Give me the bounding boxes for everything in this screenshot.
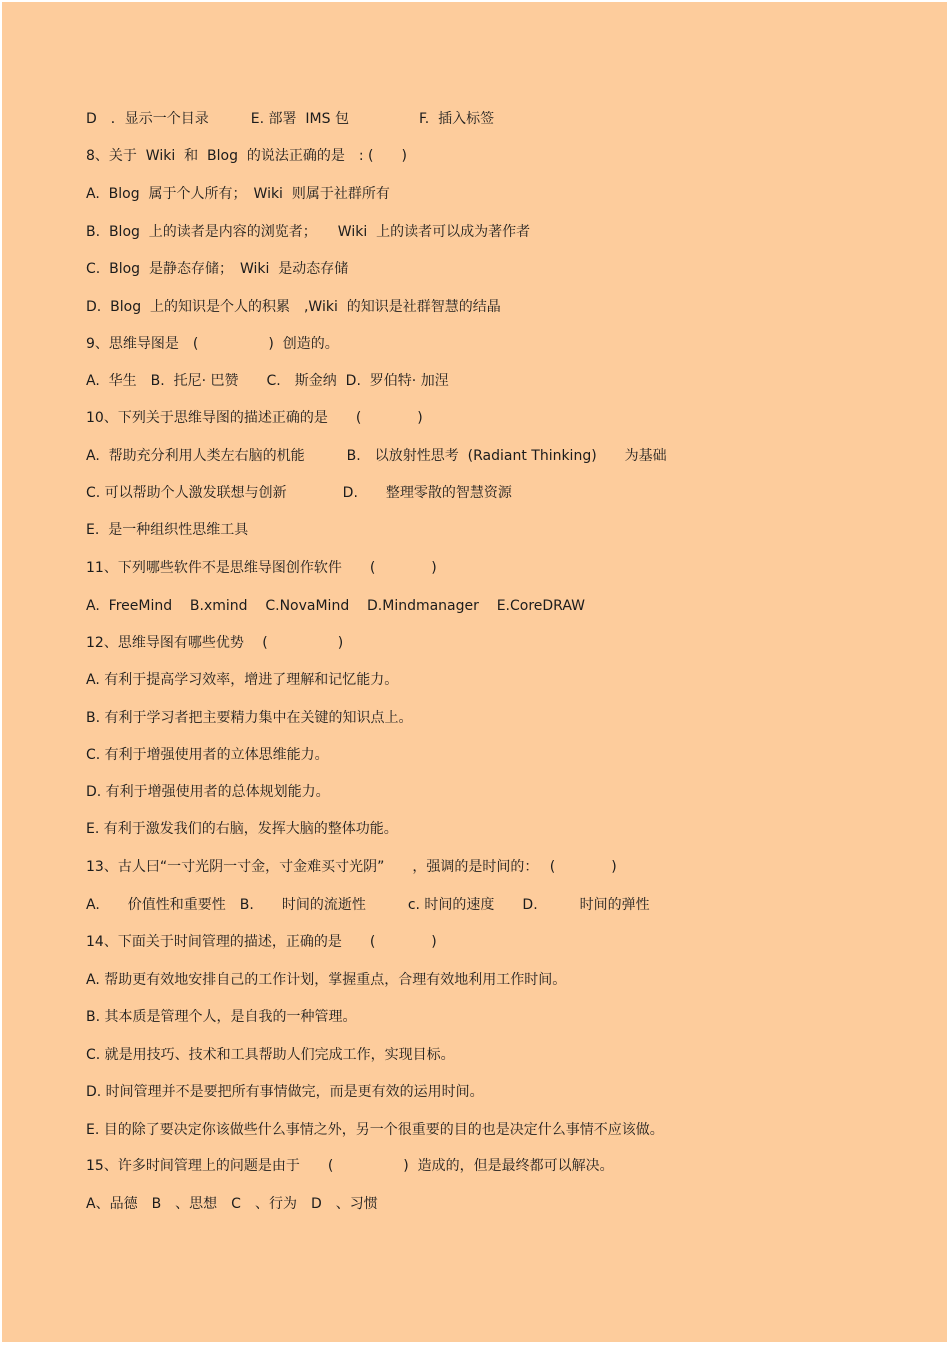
q8-option-a: A. Blog 属于个人所有； Wiki 则属于社群所有: [86, 186, 390, 202]
q10-option-e: E. 是一种组织性思维工具: [86, 522, 249, 538]
q7-option-d-f: D ．显示一个目录 E. 部署 IMS 包 F. 插入标签: [86, 111, 495, 127]
q10-option-c-d: C. 可以帮助个人激发联想与创新 D. 整理零散的智慧资源: [86, 485, 512, 501]
q8-option-d: D. Blog 上的知识是个人的积累 ,Wiki 的知识是社群智慧的结晶: [86, 299, 501, 315]
q14-option-b: B. 其本质是管理个人，是自我的一种管理。: [86, 1009, 357, 1025]
q9-options: A. 华生 B. 托尼· 巴赞 C. 斯金纳 D. 罗伯特· 加涅: [86, 373, 449, 389]
q12-option-b: B. 有利于学习者把主要精力集中在关键的知识点上。: [86, 710, 413, 726]
q10-question: 10、下列关于思维导图的描述正确的是 ( ): [86, 410, 423, 426]
q12-question: 12、思维导图有哪些优势 ( ): [86, 635, 344, 651]
q15-options: A、品德 B 、思想 C 、行为 D 、习惯: [86, 1196, 378, 1212]
q10-option-a-b: A. 帮助充分利用人类左右脑的机能 B. 以放射性思考 (Radiant Thinking) 为基础: [86, 448, 667, 464]
q12-option-e: E. 有利于激发我们的右脑，发挥大脑的整体功能。: [86, 821, 398, 837]
q14-option-c: C. 就是用技巧、技术和工具帮助人们完成工作，实现目标。: [86, 1047, 455, 1063]
q14-option-e: E. 目的除了要决定你该做些什么事情之外，另一个很重要的目的也是决定什么事情不应该做。: [86, 1122, 664, 1138]
q12-option-a: A. 有利于提高学习效率，增进了理解和记忆能力。: [86, 672, 399, 688]
q13-options: A. 价值性和重要性 B. 时间的流逝性 c. 时间的速度 D. 时间的弹性: [86, 897, 650, 913]
q14-option-a: A. 帮助更有效地安排自己的工作计划，掌握重点，合理有效地利用工作时间。: [86, 972, 567, 988]
q8-option-c: C. Blog 是静态存储； Wiki 是动态存储: [86, 261, 349, 277]
q11-options: A. FreeMind B.xmind C.NovaMind D.Mindmanager E.CoreDRAW: [86, 598, 585, 614]
q12-option-d: D. 有利于增强使用者的总体规划能力。: [86, 784, 330, 800]
q14-option-d: D. 时间管理并不是要把所有事情做完，而是更有效的运用时间。: [86, 1084, 484, 1100]
q15-question: 15、许多时间管理上的问题是由于 ( ) 造成的，但是最终都可以解决。: [86, 1158, 614, 1174]
q8-option-b: B. Blog 上的读者是内容的浏览者； Wiki 上的读者可以成为著作者: [86, 224, 531, 240]
q8-question: 8、关于 Wiki 和 Blog 的说法正确的是 : ( ): [86, 148, 407, 164]
q14-question: 14、下面关于时间管理的描述，正确的是 ( ): [86, 934, 437, 950]
q11-question: 11、下列哪些软件不是思维导图创作软件 ( ): [86, 560, 437, 576]
q12-option-c: C. 有利于增强使用者的立体思维能力。: [86, 747, 329, 763]
q13-question: 13、古人曰“一寸光阴一寸金，寸金难买寸光阴” ，强调的是时间的： ( ): [86, 859, 617, 875]
q9-question: 9、思维导图是 ( ) 创造的。: [86, 336, 339, 352]
